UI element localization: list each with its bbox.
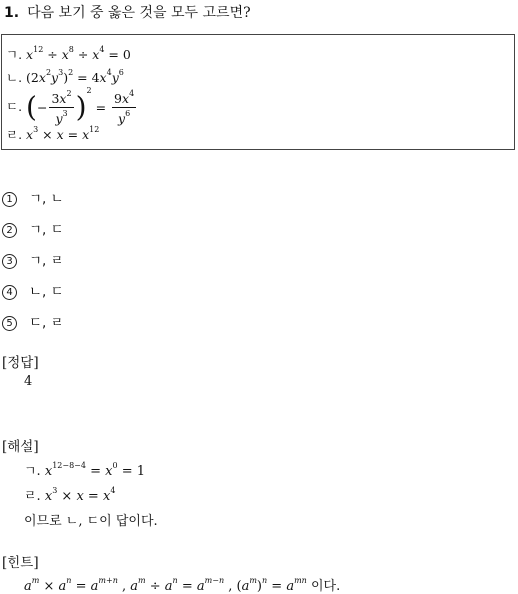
choice-5[interactable]: 5 ㄷ, ㄹ [2,311,64,331]
choice-1[interactable]: 1 ㄱ, ㄴ [2,187,64,207]
choice-4[interactable]: 4 ㄴ, ㄷ [2,280,64,300]
option-c: ㄷ. (− $\frac{3x^2}{y^3}$ )$^2$ = $\frac{9x^4}{y^6}$ [6,86,135,126]
choice-number: 4 [2,285,17,300]
question-number: 1. [4,5,20,21]
explanation-conclusion: 이므로 ㄴ, ㄷ이 답이다. [24,514,158,529]
explanation-line-1: ㄱ. $x^{12-8-4} = x^0 = 1$ [24,461,145,479]
question-text: 다음 보기 중 옳은 것을 모두 고르면? [27,5,251,21]
question-header [4,2,251,22]
option-a: ㄱ. $x^{12} \div x^8 \div x^4 = 0$ [6,45,131,62]
explanation-heading: [해설] [2,439,39,455]
option-d: ㄹ. $x^3 \times x = x^{12}$ [6,125,100,142]
choice-number: 2 [2,223,17,238]
hint-formula: $a^m \times a^n = a^{m+n}$ , $a^m \div a^n = a^{m-n}$ , $(a^m)^n = a^{mn}$ 이다. [24,576,341,594]
choice-number: 5 [2,316,17,331]
hint-heading: [힌트] [2,555,39,571]
choice-number: 3 [2,254,17,269]
answer-value: 4 [24,374,33,389]
explanation-line-2: ㄹ. $x^3 \times x = x^4$ [24,486,116,504]
options-box [1,34,515,150]
answer-heading: [정답] [2,355,39,371]
choice-3[interactable]: 3 ㄱ, ㄹ [2,249,64,269]
choice-number: 1 [2,192,17,207]
choice-2[interactable]: 2 ㄱ, ㄷ [2,218,64,238]
option-b: ㄴ. $(2x^2y^3)^2 = 4x^4y^6$ [6,68,124,85]
